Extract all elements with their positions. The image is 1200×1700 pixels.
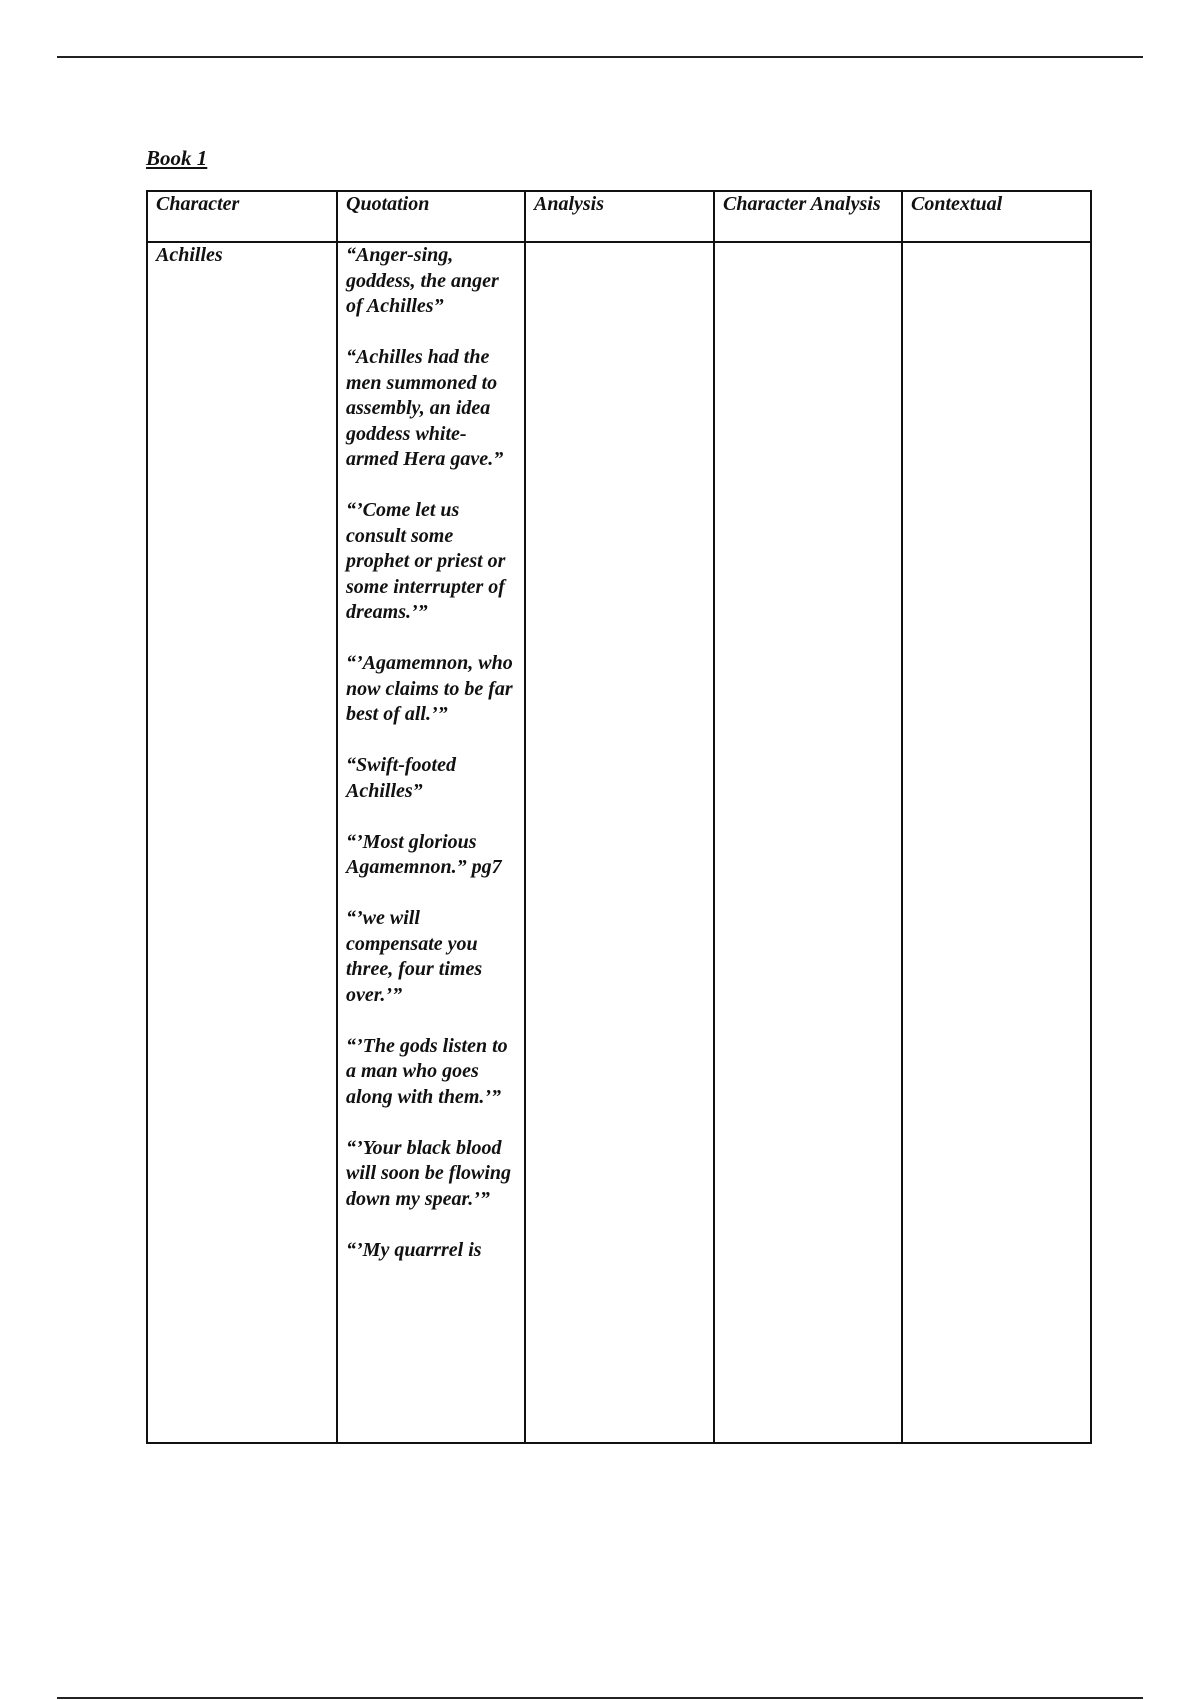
quotation: “Achilles had the men summoned to assembly, an idea goddess white-armed Hera gave.” bbox=[346, 346, 504, 470]
quotation: “’Agamemnon, who now claims to be far best of all.’” bbox=[346, 652, 513, 725]
header-rule bbox=[57, 56, 1143, 58]
quotation-list bbox=[346, 243, 516, 1263]
quotation: “’Come let us consult some prophet or priest or some interrupter of dreams.’” bbox=[346, 499, 506, 623]
quotation-table bbox=[146, 190, 1092, 1444]
quotation: “Anger-sing, goddess, the anger of Achilles” bbox=[346, 244, 499, 317]
quotation: “’My quarrrel is bbox=[346, 1238, 482, 1261]
character-cell: Achilles bbox=[147, 242, 337, 1443]
column-header-character-analysis: Character Analysis bbox=[714, 191, 902, 242]
quotation-cell bbox=[337, 242, 525, 1443]
contextual-cell bbox=[902, 242, 1091, 1443]
quotation: “’The gods listen to a man who goes along with them.’” bbox=[346, 1034, 508, 1108]
quotation: “’Most glorious Agamemnon.” pg7 bbox=[346, 830, 502, 878]
column-header-character: Character bbox=[147, 191, 337, 242]
column-header-quotation: Quotation bbox=[337, 191, 525, 242]
quotation: “’we will compensate you three, four times over.’” bbox=[346, 907, 483, 1006]
table-header-row bbox=[147, 191, 1091, 242]
table-row bbox=[147, 242, 1091, 1443]
section-heading: Book 1 bbox=[146, 146, 208, 170]
quotation: “Swift-footed Achilles” bbox=[346, 754, 456, 802]
column-header-analysis: Analysis bbox=[525, 191, 714, 242]
quotation: “’Your black blood will soon be flowing down my spear.’” bbox=[346, 1136, 512, 1210]
character-analysis-cell bbox=[714, 242, 902, 1443]
column-header-contextual: Contextual bbox=[902, 191, 1091, 242]
analysis-cell bbox=[525, 242, 714, 1443]
footer-rule bbox=[57, 1697, 1143, 1699]
